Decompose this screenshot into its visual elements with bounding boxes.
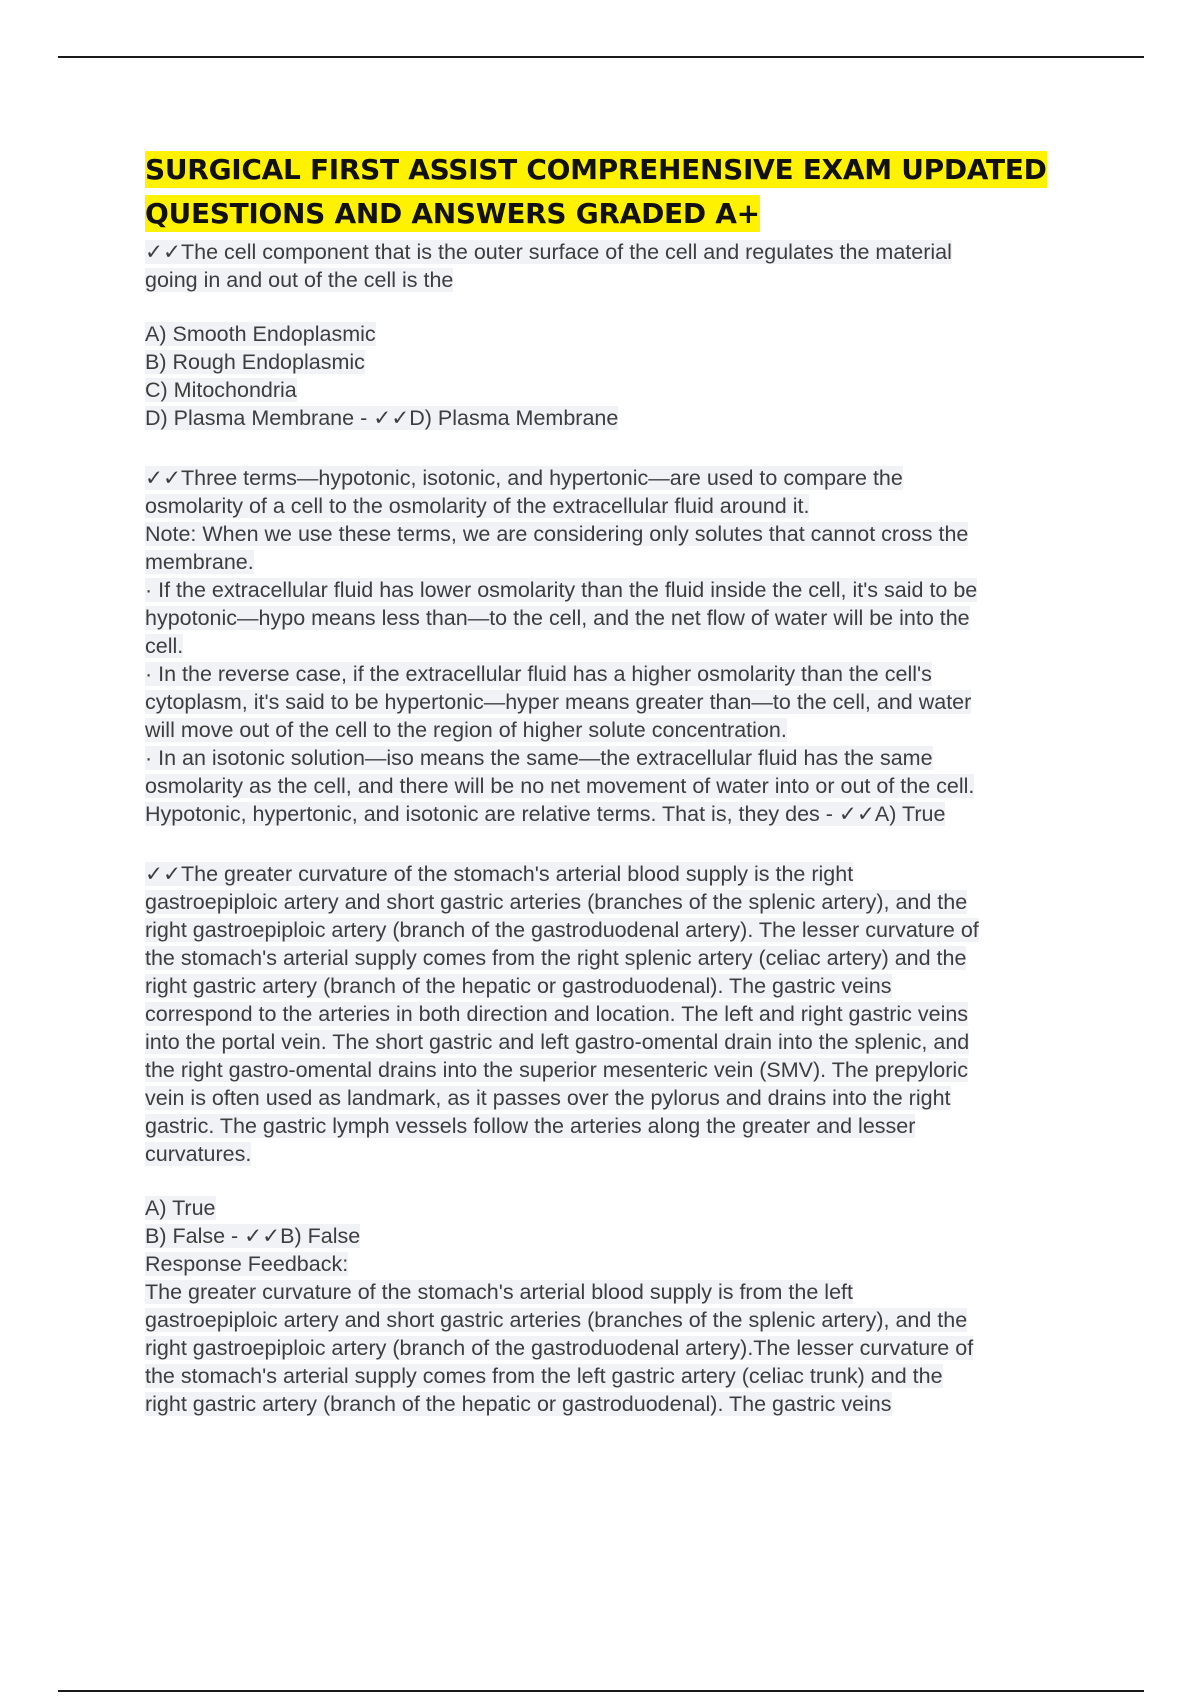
footer-rule (58, 1690, 1144, 1692)
question-line: hypotonic—hypo means less than—to the cell, and the net flow of water will be into the (145, 606, 970, 630)
feedback-line: gastroepiploic artery and short gastric arteries (branches of the splenic artery), and the (145, 1308, 968, 1332)
question-text: ✓✓The cell component that is the outer surface of the cell and regulates the material (145, 240, 952, 264)
question-2 (145, 464, 1085, 828)
question-line: right gastric artery (branch of the hepatic or gastroduodenal). The gastric veins (145, 974, 892, 998)
option-c: C) Mitochondria (145, 378, 297, 402)
question-line: will move out of the cell to the region of higher solute concentration. (145, 718, 787, 742)
question-line: into the portal vein. The short gastric and left gastro-omental drain into the splenic, and (145, 1030, 970, 1054)
option-a: A) True (145, 1196, 216, 1220)
question-line: · If the extracellular fluid has lower osmolarity than the fluid inside the cell, it's said to be (145, 578, 978, 602)
title-line-1: SURGICAL FIRST ASSIST COMPREHENSIVE EXAM UPDATED (145, 153, 1047, 186)
question-line: · In the reverse case, if the extracellular fluid has a higher osmolarity than the cell's (145, 662, 932, 686)
question-line: right gastroepiploic artery (branch of the gastroduodenal artery). The lesser curvature of (145, 918, 979, 942)
document-title (145, 148, 1085, 236)
option-b-answer: B) False - ✓✓B) False (145, 1224, 361, 1248)
question-line: Note: When we use these terms, we are considering only solutes that cannot cross the (145, 522, 969, 546)
question-line: membrane. (145, 550, 254, 574)
feedback-line: right gastroepiploic artery (branch of the gastroduodenal artery).The lesser curvature of (145, 1336, 974, 1360)
question-text: going in and out of the cell is the (145, 268, 454, 292)
title-line-2: QUESTIONS AND ANSWERS GRADED A+ (145, 197, 760, 230)
feedback-line: right gastric artery (branch of the hepatic or gastroduodenal). The gastric veins (145, 1392, 892, 1416)
option-d-answer: D) Plasma Membrane - ✓✓D) Plasma Membrane (145, 406, 619, 430)
question-line: vein is often used as landmark, as it passes over the pylorus and drains into the right (145, 1086, 951, 1110)
question-line: cytoplasm, it's said to be hypertonic—hyper means greater than—to the cell, and water (145, 690, 972, 714)
feedback-label: Response Feedback: (145, 1252, 349, 1276)
question-line: osmolarity of a cell to the osmolarity of the extracellular fluid around it. (145, 494, 810, 518)
option-a: A) Smooth Endoplasmic (145, 322, 376, 346)
question-line: the stomach's arterial supply comes from the right splenic artery (celiac artery) and the (145, 946, 967, 970)
feedback-line: The greater curvature of the stomach's arterial blood supply is from the left (145, 1280, 853, 1304)
question-3 (145, 860, 1085, 1418)
document-body (145, 148, 1085, 1418)
question-line: ✓✓Three terms—hypotonic, isotonic, and hypertonic—are used to compare the (145, 466, 903, 490)
feedback-line: the stomach's arterial supply comes from the left gastric artery (celiac trunk) and the (145, 1364, 943, 1388)
question-line: curvatures. (145, 1142, 252, 1166)
question-line: correspond to the arteries in both direction and location. The left and right gastric veins (145, 1002, 969, 1026)
question-line: gastroepiploic artery and short gastric arteries (branches of the splenic artery), and the (145, 890, 968, 914)
answer-line: Hypotonic, hypertonic, and isotonic are relative terms. That is, they des - ✓✓A) True (145, 802, 946, 826)
header-rule (58, 56, 1144, 58)
question-line: gastric. The gastric lymph vessels follow the arteries along the greater and lesser (145, 1114, 916, 1138)
question-line: osmolarity as the cell, and there will be no net movement of water into or out of the cell. (145, 774, 975, 798)
question-line: · In an isotonic solution—iso means the same—the extracellular fluid has the same (145, 746, 933, 770)
question-line: cell. (145, 634, 184, 658)
question-line: ✓✓The greater curvature of the stomach's arterial blood supply is the right (145, 862, 854, 886)
question-1 (145, 238, 1085, 432)
option-b: B) Rough Endoplasmic (145, 350, 365, 374)
question-line: the right gastro-omental drains into the superior mesenteric vein (SMV). The prepyloric (145, 1058, 968, 1082)
